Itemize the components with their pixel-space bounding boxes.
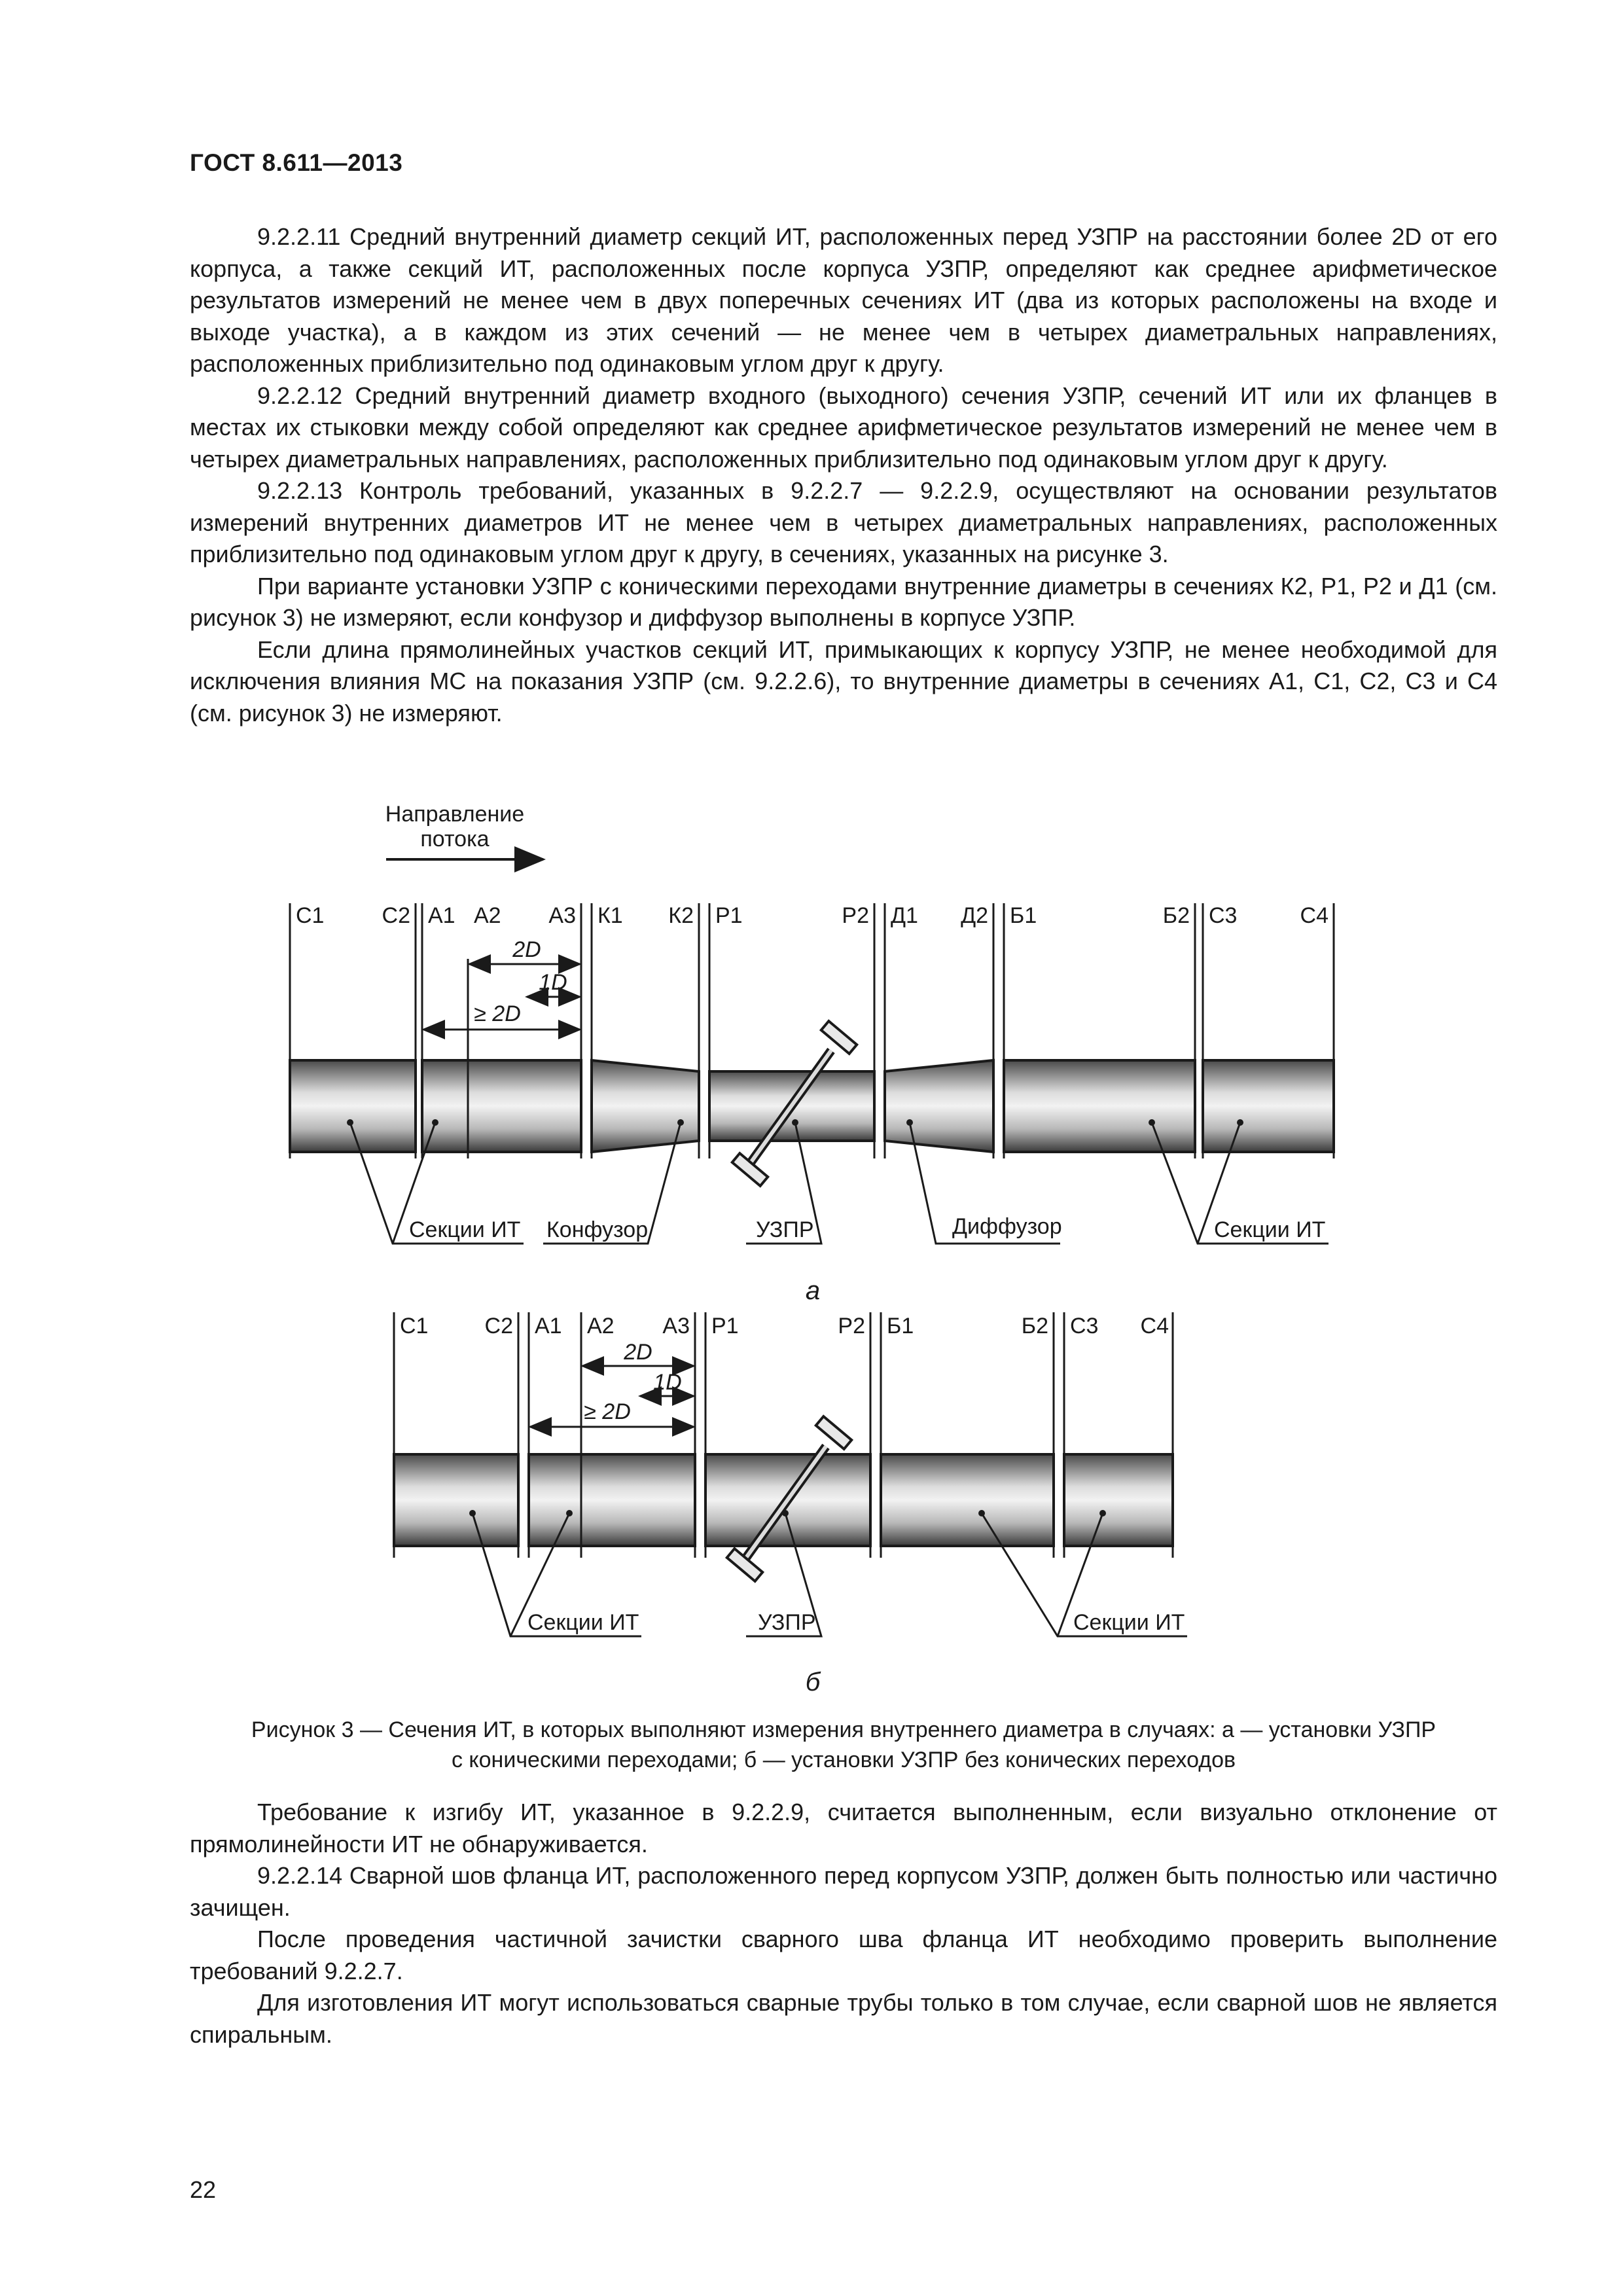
section-label-c4: С4 [1300, 903, 1329, 928]
section-label-a3-b: А3 [662, 1314, 690, 1338]
flow-label-line1: Направление [385, 802, 525, 827]
paragraph-bend-requirement: Требование к изгибу ИТ, указанное в 9.2.2.9, считается выполненным, если визуально отклонение от прямолинейности ИТ не обнаруживается. [190, 1799, 1497, 1857]
section-label-a2-b: А2 [587, 1314, 615, 1338]
section-label-a3: А3 [548, 903, 576, 928]
dim-1d-label-a: 1D [539, 970, 567, 995]
callout-confuser: Конфузор [546, 1217, 649, 1242]
dim-ge2d-label-b: ≥ 2D [584, 1399, 631, 1424]
section-label-r2-b: Р2 [838, 1314, 865, 1338]
section-label-b2-b: Б2 [1021, 1314, 1048, 1338]
body-text-top [190, 221, 1497, 729]
callout-uzpr-a: УЗПР [756, 1217, 814, 1242]
callout-sections-right-b: Секции ИТ [1073, 1610, 1185, 1635]
pipe-section-c-right [1203, 1060, 1334, 1152]
section-label-a2: А2 [474, 903, 501, 928]
paragraph-conical-variant: При варианте установки УЗПР с коническими переходами внутренние диаметры в сечениях К2, Р1, Р2 и Д1 (см. рисунок 3) не измеряют, если конфузор и диффузор выполнены в корпусе УЗПР. [190, 572, 1497, 631]
section-label-k1: К1 [597, 903, 623, 928]
body-text-bottom [190, 1797, 1497, 2051]
confuser-body [592, 1060, 699, 1152]
pipe-section-c-b [394, 1454, 518, 1546]
pipe-section-b-b [881, 1454, 1054, 1546]
dim-2d-label-b: 2D [624, 1340, 652, 1365]
section-label-b1-b: Б1 [887, 1314, 914, 1338]
section-label-b2: Б2 [1162, 903, 1190, 928]
callout-sections-right-a: Секции ИТ [1214, 1217, 1326, 1242]
section-label-b1: Б1 [1010, 903, 1037, 928]
flow-label-line2: потока [420, 827, 490, 852]
page-number: 22 [190, 2176, 217, 2203]
diffuser-body [885, 1060, 993, 1152]
paragraph-9-2-2-13: 9.2.2.13 Контроль требований, указанных в 9.2.2.7 — 9.2.2.9, осуществляют на основании результатов измерений внутренних диаметров ИТ не менее чем в четырех диаметральных направлениях, расположенных приблизительно под одинаковым углом друг к другу, в сечениях, указанных на рисунке 3. [190, 477, 1497, 567]
caption-line1: Рисунок 3 — Сечения ИТ, в которых выполняют измерения внутреннего диаметра в случаях: а — установки УЗПР [251, 1717, 1436, 1742]
diagram-b [394, 1312, 1187, 1696]
section-label-d1: Д1 [891, 903, 918, 928]
pipe-section-a [422, 1060, 581, 1152]
figure-3 [0, 785, 1623, 1696]
paragraph-9-2-2-12: 9.2.2.12 Средний внутренний диаметр входного (выходного) сечения УЗПР, сечений ИТ или их фланцев в местах их стыковки между собой определяют как среднее арифметическое результатов измерений не менее чем в четырех диаметральных направлениях, расположенных приблизительно под одинаковым углом друг к другу. [190, 382, 1497, 473]
section-label-a1-b: А1 [535, 1314, 562, 1338]
section-label-r1: Р1 [715, 903, 743, 928]
figure-3-svg [0, 785, 1623, 1702]
figure-caption [190, 1715, 1497, 1775]
callout-sections-left-a: Секции ИТ [409, 1217, 521, 1242]
dim-1d-label-b: 1D [653, 1370, 682, 1395]
section-label-k2: К2 [668, 903, 694, 928]
section-label-a1: А1 [428, 903, 455, 928]
paragraph-9-2-2-11: 9.2.2.11 Средний внутренний диаметр секций ИТ, расположенных перед УЗПР на расстоянии более 2D от его корпуса, а также секций ИТ, расположенных после корпуса УЗПР, определяют как среднее арифметическое результатов измерений не менее чем в двух поперечных сечениях ИТ (два из которых расположены на входе и выходе участка), а в каждом из этих сечений — не менее чем в четырех диаметральных направлениях, расположенных приблизительно под одинаковым углом друг к другу. [190, 223, 1497, 377]
section-label-c4-b: С4 [1140, 1314, 1169, 1338]
callout-uzpr-b: УЗПР [758, 1610, 816, 1635]
section-label-c2-b: С2 [484, 1314, 513, 1338]
sublabel-a: а [805, 1276, 821, 1305]
callout-diffuser: Диффузор [952, 1214, 1062, 1239]
dim-2d-label-a: 2D [512, 937, 541, 962]
diagram-a [290, 903, 1334, 1305]
paragraph-9-2-2-14: 9.2.2.14 Сварной шов фланца ИТ, расположенного перед корпусом УЗПР, должен быть полностью или частично зачищен. [190, 1862, 1497, 1921]
section-label-c3: С3 [1209, 903, 1238, 928]
section-label-c1-b: С1 [400, 1314, 429, 1338]
paragraph-partial-cleanup: После проведения частичной зачистки сварного шва фланца ИТ необходимо проверить выполнение требований 9.2.2.7. [190, 1926, 1497, 1984]
paragraph-welded-pipes: Для изготовления ИТ могут использоваться сварные трубы только в том случае, если сварной шов не является спиральным. [190, 1989, 1497, 2048]
pipe-section-a-b [529, 1454, 695, 1546]
pipe-section-c [290, 1060, 416, 1152]
section-label-r1-b: Р1 [711, 1314, 739, 1338]
section-label-c3-b: С3 [1070, 1314, 1099, 1338]
sublabel-b: б [805, 1668, 821, 1696]
document-header: ГОСТ 8.611—2013 [190, 149, 403, 176]
caption-line2: с коническими переходами; б — установки УЗПР без конических переходов [451, 1748, 1236, 1772]
section-label-d2: Д2 [961, 903, 988, 928]
dim-ge2d-label-a: ≥ 2D [474, 1001, 521, 1026]
pipe-section-b [1004, 1060, 1195, 1152]
section-label-c2: С2 [382, 903, 410, 928]
section-label-r2: Р2 [842, 903, 869, 928]
callout-sections-left-b: Секции ИТ [527, 1610, 639, 1635]
pipe-section-c-right-b [1064, 1454, 1173, 1546]
paragraph-straight-length: Если длина прямолинейных участков секций ИТ, примыкающих к корпусу УЗПР, не менее необходимой для исключения влияния МС на показания УЗПР (см. 9.2.2.6), то внутренние диаметры в сечениях А1, С1, С2, С3 и С4 (см. рисунок 3) не измеряют. [190, 636, 1497, 726]
section-label-c1: С1 [296, 903, 325, 928]
